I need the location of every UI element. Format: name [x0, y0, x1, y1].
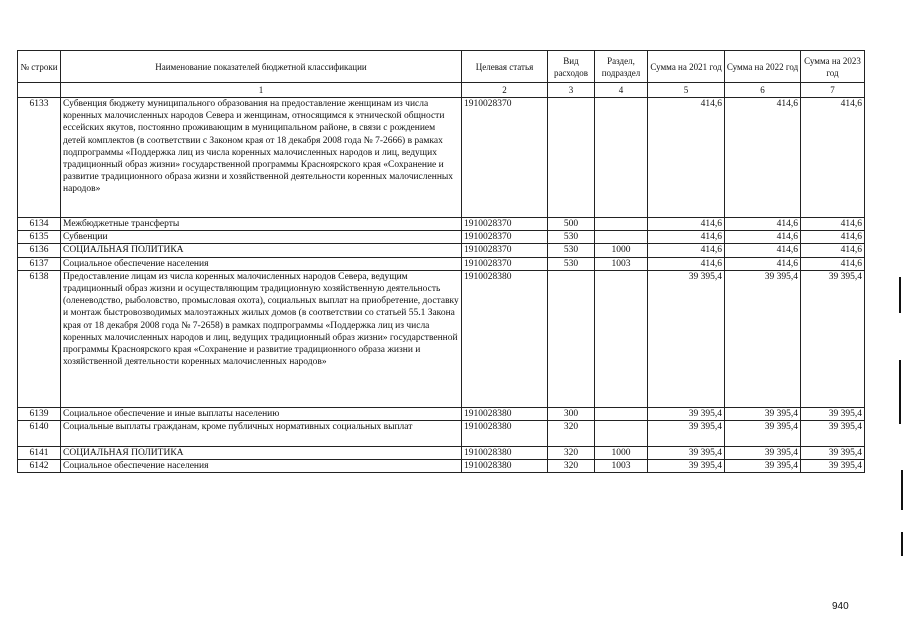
row-kind-cell	[548, 270, 595, 407]
table-row	[18, 460, 865, 473]
row-sum-2021-cell: 39 395,4	[648, 421, 725, 447]
row-name-cell: Социальное обеспечение населения	[61, 460, 462, 473]
row-section-cell: 1000	[595, 447, 648, 460]
header-name: Наименование показателей бюджетной классификации	[61, 51, 462, 83]
row-number-cell: 6133	[18, 98, 61, 218]
row-target-cell: 1910028380	[462, 421, 548, 447]
row-sum-2022-cell: 39 395,4	[725, 460, 801, 473]
header-sum-2021: Сумма на 2021 год	[648, 51, 725, 83]
row-sum-2023-cell: 414,6	[801, 244, 865, 257]
row-sum-2023-cell: 39 395,4	[801, 460, 865, 473]
row-number-cell: 6140	[18, 421, 61, 447]
row-target-cell: 1910028370	[462, 244, 548, 257]
row-kind-cell: 320	[548, 460, 595, 473]
column-number	[18, 83, 61, 98]
row-kind-cell: 530	[548, 244, 595, 257]
table-row	[18, 447, 865, 460]
row-section-cell	[595, 98, 648, 218]
row-number-cell: 6137	[18, 257, 61, 270]
row-sum-2021-cell: 39 395,4	[648, 447, 725, 460]
row-section-cell	[595, 218, 648, 231]
row-sum-2021-cell: 39 395,4	[648, 407, 725, 420]
row-name-cell: СОЦИАЛЬНАЯ ПОЛИТИКА	[61, 244, 462, 257]
table-row	[18, 98, 865, 218]
column-number: 1	[61, 83, 462, 98]
table-row	[18, 218, 865, 231]
row-name-cell: Социальное обеспечение и иные выплаты населению	[61, 407, 462, 420]
table-row	[18, 407, 865, 420]
scan-edge-mark	[899, 360, 901, 424]
row-sum-2022-cell: 414,6	[725, 257, 801, 270]
row-number-cell: 6136	[18, 244, 61, 257]
header-row-no: № строки	[18, 51, 61, 83]
scan-edge-mark	[899, 277, 901, 313]
row-sum-2023-cell: 414,6	[801, 231, 865, 244]
row-kind-cell: 530	[548, 231, 595, 244]
row-kind-cell: 320	[548, 447, 595, 460]
column-number: 6	[725, 83, 801, 98]
column-number-row	[18, 83, 865, 98]
row-kind-cell: 300	[548, 407, 595, 420]
row-number-cell: 6135	[18, 231, 61, 244]
table-row	[18, 244, 865, 257]
row-sum-2021-cell: 414,6	[648, 257, 725, 270]
row-name-cell: Субвенция бюджету муниципального образования на предоставление женщинам из числа коренных малочисленных народов Севера и женщинам, относящимся к этнической общности ессейских якутов, постоянно проживающим в муниципальном районе, в связи с рождением детей комплектов (в соответствии с Законом края от 18 декабря 2008 года № 7-2666) в рамках подпрограммы «Поддержка лиц из числа коренных малочисленных народов и лиц, ведущих традиционный образ жизни» государственной программы Красноярского края «Сохранение и развитие традиционного образа жизни и хозяйственной деятельности коренных малочисленных народов»	[61, 98, 462, 218]
row-name-cell: Предоставление лицам из числа коренных малочисленных народов Севера, ведущим традиционный образ жизни и осуществляющим традиционную хозяйственную деятельность (оленеводство, рыболовство, промысловая охота), социальных выплат на приобретение, доставку и монтаж быстровозводимых малоэтажных жилых домов (в соответствии со статьей 55.1 Закона края от 18 декабря 2008 года № 7-2658) в рамках подпрограммы «Поддержка лиц из числа коренных малочисленных народов и лиц, ведущих традиционный образ жизни» государственной программы Красноярского края «Сохранение и развитие традиционного образа жизни и хозяйственной деятельности коренных малочисленных народов»	[61, 270, 462, 407]
column-number: 5	[648, 83, 725, 98]
row-sum-2021-cell: 414,6	[648, 231, 725, 244]
row-section-cell	[595, 407, 648, 420]
header-sum-2023: Сумма на 2023 год	[801, 51, 865, 83]
row-target-cell: 1910028380	[462, 407, 548, 420]
scan-edge-mark	[901, 532, 903, 556]
row-sum-2023-cell: 39 395,4	[801, 421, 865, 447]
row-section-cell: 1000	[595, 244, 648, 257]
row-target-cell: 1910028370	[462, 257, 548, 270]
row-sum-2022-cell: 39 395,4	[725, 407, 801, 420]
row-sum-2021-cell: 414,6	[648, 218, 725, 231]
row-kind-cell: 530	[548, 257, 595, 270]
row-sum-2021-cell: 39 395,4	[648, 460, 725, 473]
row-sum-2022-cell: 39 395,4	[725, 447, 801, 460]
row-number-cell: 6139	[18, 407, 61, 420]
row-name-cell: Межбюджетные трансферты	[61, 218, 462, 231]
row-sum-2023-cell: 414,6	[801, 218, 865, 231]
row-sum-2021-cell: 39 395,4	[648, 270, 725, 407]
row-target-cell: 1910028370	[462, 231, 548, 244]
row-section-cell	[595, 270, 648, 407]
row-number-cell: 6141	[18, 447, 61, 460]
row-sum-2022-cell: 39 395,4	[725, 421, 801, 447]
row-name-cell: Социальное обеспечение населения	[61, 257, 462, 270]
row-section-cell: 1003	[595, 460, 648, 473]
row-section-cell: 1003	[595, 257, 648, 270]
row-name-cell: Субвенции	[61, 231, 462, 244]
row-name-cell: Социальные выплаты гражданам, кроме публичных нормативных социальных выплат	[61, 421, 462, 447]
row-target-cell: 1910028370	[462, 218, 548, 231]
column-number: 4	[595, 83, 648, 98]
row-sum-2023-cell: 39 395,4	[801, 270, 865, 407]
budget-table	[17, 50, 865, 473]
table-row	[18, 421, 865, 447]
row-name-cell: СОЦИАЛЬНАЯ ПОЛИТИКА	[61, 447, 462, 460]
table-row	[18, 231, 865, 244]
row-number-cell: 6134	[18, 218, 61, 231]
row-target-cell: 1910028380	[462, 460, 548, 473]
header-kind: Вид расходов	[548, 51, 595, 83]
row-sum-2021-cell: 414,6	[648, 244, 725, 257]
row-target-cell: 1910028380	[462, 270, 548, 407]
column-number: 2	[462, 83, 548, 98]
header-sum-2022: Сумма на 2022 год	[725, 51, 801, 83]
header-section: Раздел, подраздел	[595, 51, 648, 83]
header-target: Целевая статья	[462, 51, 548, 83]
row-sum-2023-cell: 39 395,4	[801, 407, 865, 420]
row-number-cell: 6138	[18, 270, 61, 407]
page-number: 940	[832, 601, 849, 612]
table-body	[18, 98, 865, 473]
column-number: 3	[548, 83, 595, 98]
row-sum-2022-cell: 414,6	[725, 218, 801, 231]
row-sum-2021-cell: 414,6	[648, 98, 725, 218]
row-section-cell	[595, 421, 648, 447]
table-row	[18, 257, 865, 270]
row-section-cell	[595, 231, 648, 244]
row-sum-2023-cell: 39 395,4	[801, 447, 865, 460]
row-kind-cell: 320	[548, 421, 595, 447]
column-number: 7	[801, 83, 865, 98]
row-sum-2022-cell: 414,6	[725, 244, 801, 257]
row-sum-2022-cell: 414,6	[725, 98, 801, 218]
row-kind-cell: 500	[548, 218, 595, 231]
row-sum-2022-cell: 39 395,4	[725, 270, 801, 407]
row-sum-2023-cell: 414,6	[801, 257, 865, 270]
table-header-row	[18, 51, 865, 83]
table-row	[18, 270, 865, 407]
scan-edge-mark	[901, 470, 903, 510]
row-number-cell: 6142	[18, 460, 61, 473]
row-target-cell: 1910028370	[462, 98, 548, 218]
row-kind-cell	[548, 98, 595, 218]
row-target-cell: 1910028380	[462, 447, 548, 460]
row-sum-2023-cell: 414,6	[801, 98, 865, 218]
row-sum-2022-cell: 414,6	[725, 231, 801, 244]
